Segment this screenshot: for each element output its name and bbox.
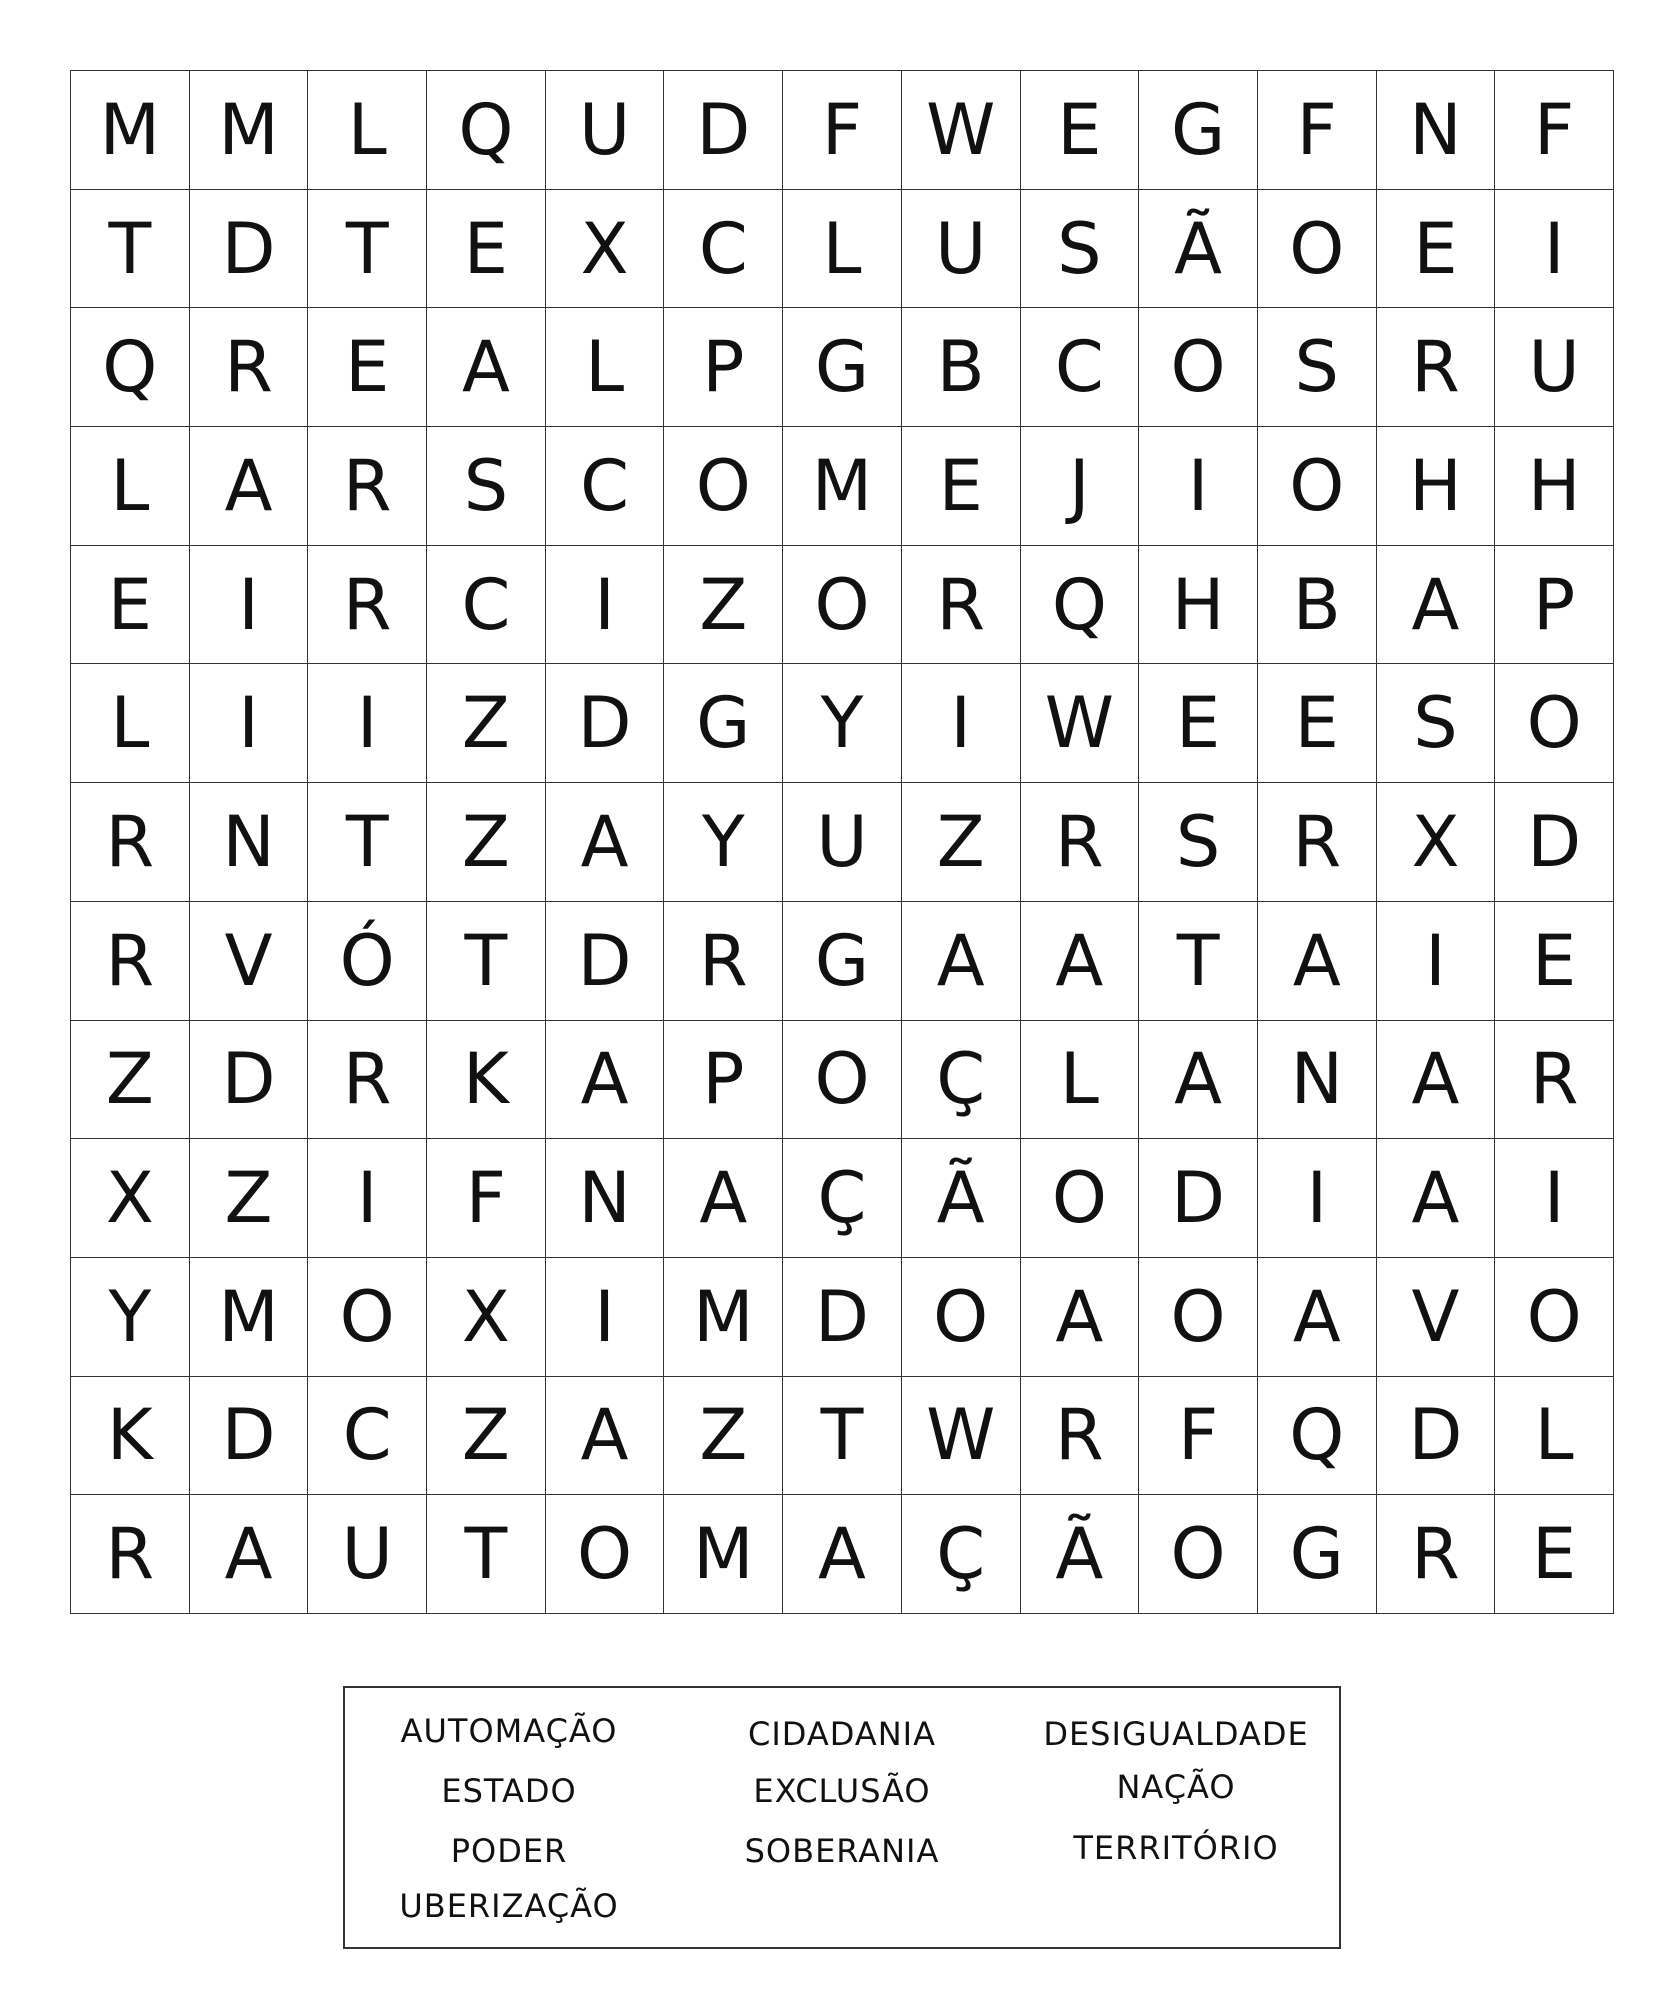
grid-cell[interactable]: A (1139, 1021, 1258, 1140)
grid-cell[interactable]: I (1495, 1139, 1614, 1258)
grid-cell[interactable]: G (1139, 71, 1258, 190)
grid-cell[interactable]: G (783, 308, 902, 427)
grid-cell[interactable]: S (1021, 190, 1140, 309)
grid-cell[interactable]: X (427, 1258, 546, 1377)
grid-cell[interactable]: A (1377, 1021, 1496, 1140)
grid-cell[interactable]: Ç (902, 1021, 1021, 1140)
grid-cell[interactable]: D (664, 71, 783, 190)
grid-cell[interactable]: D (190, 1021, 309, 1140)
word-list-item: TERRITÓRIO (1073, 1829, 1279, 1867)
grid-cell[interactable]: X (546, 190, 665, 309)
grid-cell[interactable]: O (1139, 1258, 1258, 1377)
grid-cell[interactable]: R (1495, 1021, 1614, 1140)
grid-cell[interactable]: I (546, 1258, 665, 1377)
grid-cell[interactable]: Z (71, 1021, 190, 1140)
grid-cell[interactable]: C (308, 1377, 427, 1496)
grid-cell[interactable]: J (1021, 427, 1140, 546)
grid-cell[interactable]: C (546, 427, 665, 546)
grid-cell[interactable]: A (1377, 1139, 1496, 1258)
grid-cell[interactable]: L (783, 190, 902, 309)
grid-cell[interactable]: Z (190, 1139, 309, 1258)
grid-cell[interactable]: T (308, 190, 427, 309)
grid-cell[interactable]: C (427, 546, 546, 665)
grid-cell[interactable]: B (902, 308, 1021, 427)
grid-cell[interactable]: A (1377, 546, 1496, 665)
grid-cell[interactable]: R (71, 1495, 190, 1614)
grid-cell[interactable]: S (1258, 308, 1377, 427)
word-list-box (343, 1686, 1341, 1949)
grid-cell[interactable]: I (1377, 902, 1496, 1021)
grid-cell[interactable]: R (902, 546, 1021, 665)
grid-cell[interactable]: E (308, 308, 427, 427)
grid-cell[interactable]: O (783, 546, 902, 665)
grid-cell[interactable]: A (902, 902, 1021, 1021)
grid-cell[interactable]: F (783, 71, 902, 190)
grid-cell[interactable]: Z (427, 664, 546, 783)
grid-cell[interactable]: R (1021, 1377, 1140, 1496)
grid-cell[interactable]: U (902, 190, 1021, 309)
grid-cell[interactable]: X (1377, 783, 1496, 902)
grid-cell[interactable]: R (71, 902, 190, 1021)
grid-cell[interactable]: G (1258, 1495, 1377, 1614)
grid-cell[interactable]: T (427, 1495, 546, 1614)
word-search-grid (70, 70, 1614, 1614)
grid-cell[interactable]: N (546, 1139, 665, 1258)
grid-cell[interactable]: P (664, 308, 783, 427)
grid-cell[interactable]: Z (427, 1377, 546, 1496)
grid-cell[interactable]: P (664, 1021, 783, 1140)
grid-cell[interactable]: L (1495, 1377, 1614, 1496)
grid-cell[interactable]: D (546, 664, 665, 783)
grid-cell[interactable]: H (1495, 427, 1614, 546)
word-list-item: NAÇÃO (1116, 1768, 1236, 1806)
grid-cell[interactable]: N (1258, 1021, 1377, 1140)
grid-cell[interactable]: Ç (783, 1139, 902, 1258)
grid-cell[interactable]: L (71, 664, 190, 783)
grid-cell[interactable]: T (783, 1377, 902, 1496)
grid-cell[interactable]: A (1258, 902, 1377, 1021)
grid-cell[interactable]: I (190, 546, 309, 665)
grid-cell[interactable]: A (783, 1495, 902, 1614)
grid-cell[interactable]: E (427, 190, 546, 309)
grid-cell[interactable]: A (1021, 902, 1140, 1021)
grid-cell[interactable]: V (190, 902, 309, 1021)
word-list-item: DESIGUALDADE (1043, 1715, 1309, 1753)
grid-cell[interactable]: N (190, 783, 309, 902)
grid-cell[interactable]: O (1139, 308, 1258, 427)
grid-cell[interactable]: O (783, 1021, 902, 1140)
grid-cell[interactable]: A (427, 308, 546, 427)
grid-cell[interactable]: D (1377, 1377, 1496, 1496)
grid-cell[interactable]: O (902, 1258, 1021, 1377)
grid-cell[interactable]: K (427, 1021, 546, 1140)
grid-cell[interactable]: F (1495, 71, 1614, 190)
grid-cell[interactable]: R (308, 1021, 427, 1140)
grid-cell[interactable]: Z (902, 783, 1021, 902)
grid-cell[interactable]: O (1495, 664, 1614, 783)
grid-cell[interactable]: Ã (1139, 190, 1258, 309)
grid-cell[interactable]: C (1021, 308, 1140, 427)
grid-cell[interactable]: Q (427, 71, 546, 190)
grid-cell[interactable]: T (308, 783, 427, 902)
grid-cell[interactable]: U (783, 783, 902, 902)
grid-cell[interactable]: O (1021, 1139, 1140, 1258)
grid-cell[interactable]: Ç (902, 1495, 1021, 1614)
grid-cell[interactable]: M (664, 1495, 783, 1614)
word-list-item: UBERIZAÇÃO (399, 1887, 619, 1925)
grid-cell[interactable]: L (308, 71, 427, 190)
grid-cell[interactable]: U (1495, 308, 1614, 427)
grid-cell[interactable]: A (546, 1021, 665, 1140)
grid-cell[interactable]: Ã (1021, 1495, 1140, 1614)
grid-cell[interactable]: M (664, 1258, 783, 1377)
grid-cell[interactable]: O (1258, 427, 1377, 546)
grid-cell[interactable]: E (902, 427, 1021, 546)
grid-cell[interactable]: E (1377, 190, 1496, 309)
grid-cell[interactable]: A (1258, 1258, 1377, 1377)
grid-cell[interactable]: Ã (902, 1139, 1021, 1258)
word-list-item: ESTADO (441, 1772, 577, 1810)
grid-cell[interactable]: X (71, 1139, 190, 1258)
grid-cell[interactable]: W (902, 1377, 1021, 1496)
grid-cell[interactable]: N (1377, 71, 1496, 190)
grid-cell[interactable]: Z (664, 546, 783, 665)
grid-cell[interactable]: O (546, 1495, 665, 1614)
grid-cell[interactable]: I (1258, 1139, 1377, 1258)
grid-cell[interactable]: Z (664, 1377, 783, 1496)
grid-cell[interactable]: O (308, 1258, 427, 1377)
grid-cell[interactable]: D (546, 902, 665, 1021)
grid-cell[interactable]: R (190, 308, 309, 427)
grid-cell[interactable]: Q (1021, 546, 1140, 665)
grid-cell[interactable]: G (783, 902, 902, 1021)
grid-cell[interactable]: R (71, 783, 190, 902)
grid-cell[interactable]: D (190, 1377, 309, 1496)
grid-cell[interactable]: A (190, 1495, 309, 1614)
grid-cell[interactable]: G (664, 664, 783, 783)
grid-cell[interactable]: S (1139, 783, 1258, 902)
grid-cell[interactable]: Y (664, 783, 783, 902)
grid-cell[interactable]: C (664, 190, 783, 309)
grid-cell[interactable]: I (546, 546, 665, 665)
grid-cell[interactable]: T (71, 190, 190, 309)
grid-cell[interactable]: T (427, 902, 546, 1021)
grid-cell[interactable]: E (1139, 664, 1258, 783)
grid-cell[interactable]: Ó (308, 902, 427, 1021)
grid-cell[interactable]: R (1258, 783, 1377, 902)
grid-cell[interactable]: M (190, 1258, 309, 1377)
grid-cell[interactable]: E (1495, 1495, 1614, 1614)
grid-cell[interactable]: I (1495, 190, 1614, 309)
grid-cell[interactable]: F (1139, 1377, 1258, 1496)
grid-cell[interactable]: A (664, 1139, 783, 1258)
grid-cell[interactable]: B (1258, 546, 1377, 665)
grid-cell[interactable]: D (783, 1258, 902, 1377)
grid-cell[interactable]: A (546, 783, 665, 902)
word-list-item: AUTOMAÇÃO (400, 1712, 618, 1750)
grid-cell[interactable]: S (1377, 664, 1496, 783)
grid-cell[interactable]: A (190, 427, 309, 546)
grid-cell[interactable]: S (427, 427, 546, 546)
grid-cell[interactable]: D (1139, 1139, 1258, 1258)
grid-cell[interactable]: L (546, 308, 665, 427)
grid-cell[interactable]: F (1258, 71, 1377, 190)
grid-cell[interactable]: R (1377, 1495, 1496, 1614)
grid-cell[interactable]: U (546, 71, 665, 190)
word-list-item: CIDADANIA (748, 1715, 936, 1753)
grid-cell[interactable]: R (664, 902, 783, 1021)
grid-cell[interactable]: H (1377, 427, 1496, 546)
grid-cell[interactable]: I (1139, 427, 1258, 546)
grid-cell[interactable]: E (71, 546, 190, 665)
grid-cell[interactable]: M (190, 71, 309, 190)
grid-cell[interactable]: W (1021, 664, 1140, 783)
grid-cell[interactable]: Z (427, 783, 546, 902)
grid-cell[interactable]: O (664, 427, 783, 546)
grid-cell[interactable]: V (1377, 1258, 1496, 1377)
grid-cell[interactable]: Y (71, 1258, 190, 1377)
grid-cell[interactable]: Y (783, 664, 902, 783)
grid-cell[interactable]: M (71, 71, 190, 190)
grid-cell[interactable]: H (1139, 546, 1258, 665)
word-list-item: SOBERANIA (744, 1832, 940, 1870)
grid-cell[interactable]: R (1021, 783, 1140, 902)
grid-cell[interactable]: I (308, 664, 427, 783)
grid-cell[interactable]: E (1258, 664, 1377, 783)
grid-cell[interactable]: I (902, 664, 1021, 783)
grid-cell[interactable]: R (1377, 308, 1496, 427)
grid-cell[interactable]: E (1021, 71, 1140, 190)
grid-cell[interactable]: E (1495, 902, 1614, 1021)
grid-cell[interactable]: L (1021, 1021, 1140, 1140)
word-list-item: EXCLUSÃO (753, 1772, 931, 1810)
grid-cell[interactable]: P (1495, 546, 1614, 665)
grid-cell[interactable]: A (1021, 1258, 1140, 1377)
grid-cell[interactable]: D (190, 190, 309, 309)
grid-cell[interactable]: Q (1258, 1377, 1377, 1496)
grid-cell[interactable]: R (308, 546, 427, 665)
grid-cell[interactable]: I (308, 1139, 427, 1258)
grid-cell[interactable]: O (1139, 1495, 1258, 1614)
grid-cell[interactable]: K (71, 1377, 190, 1496)
grid-cell[interactable]: T (1139, 902, 1258, 1021)
grid-cell[interactable]: M (783, 427, 902, 546)
grid-cell[interactable]: Q (71, 308, 190, 427)
grid-cell[interactable]: U (308, 1495, 427, 1614)
grid-cell[interactable]: F (427, 1139, 546, 1258)
word-list-item: PODER (450, 1832, 568, 1870)
grid-cell[interactable]: A (546, 1377, 665, 1496)
grid-cell[interactable]: O (1495, 1258, 1614, 1377)
grid-cell[interactable]: I (190, 664, 309, 783)
grid-cell[interactable]: D (1495, 783, 1614, 902)
grid-cell[interactable]: W (902, 71, 1021, 190)
grid-cell[interactable]: R (308, 427, 427, 546)
grid-cell[interactable]: O (1258, 190, 1377, 309)
grid-cell[interactable]: L (71, 427, 190, 546)
